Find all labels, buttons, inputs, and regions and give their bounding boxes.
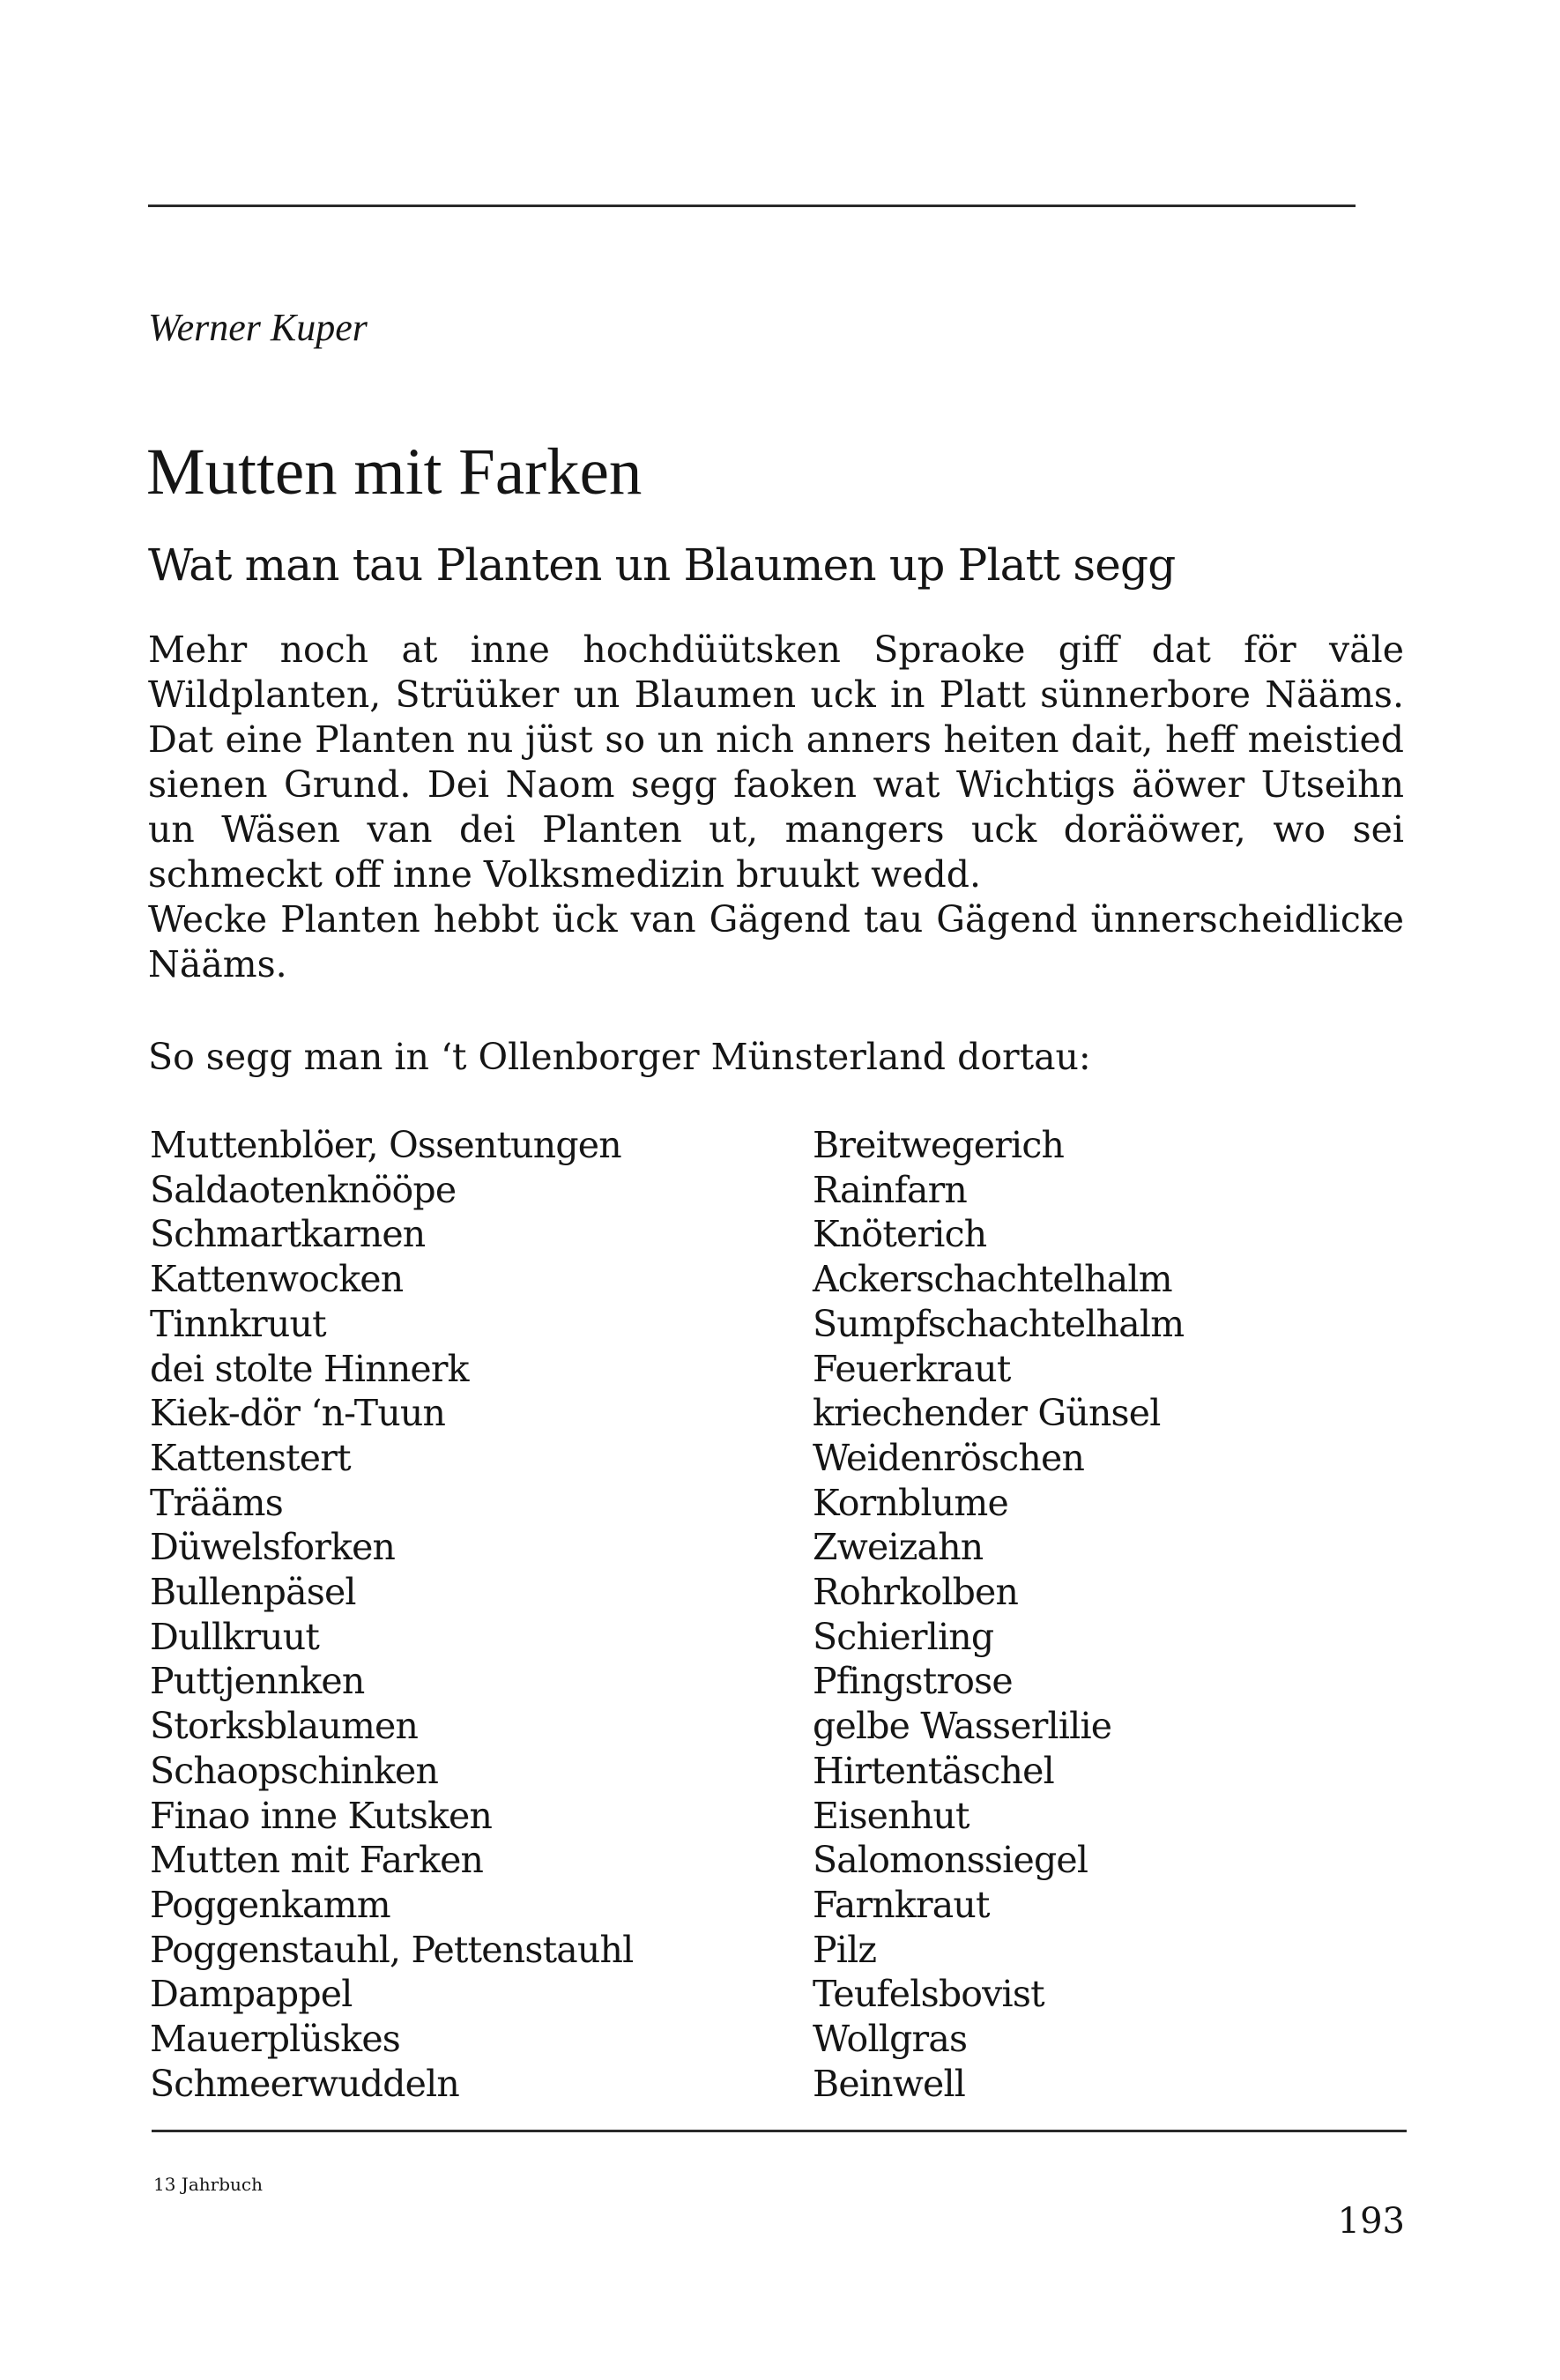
platt-plant-name: Poggenstauhl, Pettenstauhl xyxy=(150,1928,634,1971)
footer-rule xyxy=(152,2130,1407,2132)
article-subtitle: Wat man tau Planten un Blaumen up Platt segg xyxy=(148,539,1176,591)
standard-plant-name: Schierling xyxy=(813,1615,994,1658)
platt-plant-name: Kattenstert xyxy=(150,1436,351,1479)
header-rule xyxy=(148,205,1356,207)
platt-plant-name: Dullkruut xyxy=(150,1615,320,1658)
standard-plant-name: Wollgras xyxy=(813,2018,968,2061)
standard-plant-name: Knöterich xyxy=(813,1213,987,1256)
standard-plant-name: Feuerkraut xyxy=(813,1347,1011,1390)
platt-plant-name: Puttjennken xyxy=(150,1660,365,1703)
platt-plant-name: Schaopschinken xyxy=(150,1749,439,1792)
platt-plant-name: Mauerplüskes xyxy=(150,2018,401,2061)
platt-names-list xyxy=(150,1123,633,2106)
standard-plant-name: Rohrkolben xyxy=(813,1571,1019,1614)
standard-plant-name: Rainfarn xyxy=(813,1168,967,1211)
standard-names-list xyxy=(813,1123,1184,2106)
platt-plant-name: Poggenkamm xyxy=(150,1883,390,1926)
platt-plant-name: Mutten mit Farken xyxy=(150,1839,484,1882)
platt-plant-name: Schmartkarnen xyxy=(150,1213,426,1256)
platt-plant-name: Kiek-dör ‘n-Tuun xyxy=(150,1392,446,1435)
standard-plant-name: Beinwell xyxy=(813,2062,966,2105)
standard-plant-name: Salomonssiegel xyxy=(813,1839,1088,1882)
standard-plant-name: Zweizahn xyxy=(813,1526,984,1569)
standard-plant-name: Sumpfschachtelhalm xyxy=(813,1302,1185,1345)
platt-plant-name: Dampappel xyxy=(150,1973,353,2016)
author-name: Werner Kuper xyxy=(148,306,368,349)
standard-plant-name: kriechender Günsel xyxy=(813,1392,1161,1435)
platt-plant-name: Saldaotenknööpe xyxy=(150,1168,457,1211)
platt-plant-name: dei stolte Hinnerk xyxy=(150,1347,469,1390)
platt-plant-name: Storksblaumen xyxy=(150,1705,419,1748)
standard-plant-name: Farnkraut xyxy=(813,1883,990,1926)
standard-plant-name: Pilz xyxy=(813,1928,877,1971)
body-paragraph: Mehr noch at inne hochdüütsken Spraoke giff dat för väle Wildplanten, Strüüker un Blaumen uck in Platt sünnerbore Nääms. Dat eine Planten nu jüst so un nich anners heiten dait, heff meistied sienen Grund. Dei Naom segg faoken wat Wichtigs äöwer Utseihn un Wäsen van dei Planten ut, mangers uck doräöwer, wo sei schmeckt off inne Volksmedizin bruukt wedd. xyxy=(148,628,1404,896)
list-intro: So segg man in ‘t Ollenborger Münsterland dortau: xyxy=(148,1036,1091,1078)
platt-plant-name: Muttenblöer, Ossentungen xyxy=(150,1124,621,1166)
standard-plant-name: gelbe Wasserlilie xyxy=(813,1705,1112,1748)
standard-plant-name: Hirtentäschel xyxy=(813,1749,1054,1792)
standard-plant-name: Ackerschachtelhalm xyxy=(813,1258,1172,1301)
footer-note: 13 Jahrbuch xyxy=(153,2174,263,2195)
platt-plant-name: Finao inne Kutsken xyxy=(150,1794,493,1837)
article-body xyxy=(148,628,1404,987)
platt-plant-name: Düwelsforken xyxy=(150,1526,396,1569)
standard-plant-name: Eisenhut xyxy=(813,1794,969,1837)
article-title: Mutten mit Farken xyxy=(146,435,643,509)
platt-plant-name: Tinnkruut xyxy=(150,1302,326,1345)
standard-plant-name: Kornblume xyxy=(813,1481,1008,1524)
platt-plant-name: Trääms xyxy=(150,1481,283,1524)
standard-plant-name: Weidenröschen xyxy=(813,1436,1085,1479)
page-number: 193 xyxy=(1337,2201,1405,2242)
body-paragraph: Wecke Planten hebbt ück van Gägend tau Gägend ünnerscheidlicke Nääms. xyxy=(148,898,1404,985)
platt-plant-name: Bullenpäsel xyxy=(150,1571,356,1614)
platt-plant-name: Schmeerwuddeln xyxy=(150,2062,460,2105)
standard-plant-name: Teufelsbovist xyxy=(813,1973,1044,2016)
platt-plant-name: Kattenwocken xyxy=(150,1258,404,1301)
standard-plant-name: Breitwegerich xyxy=(813,1124,1065,1166)
standard-plant-name: Pfingstrose xyxy=(813,1660,1013,1703)
